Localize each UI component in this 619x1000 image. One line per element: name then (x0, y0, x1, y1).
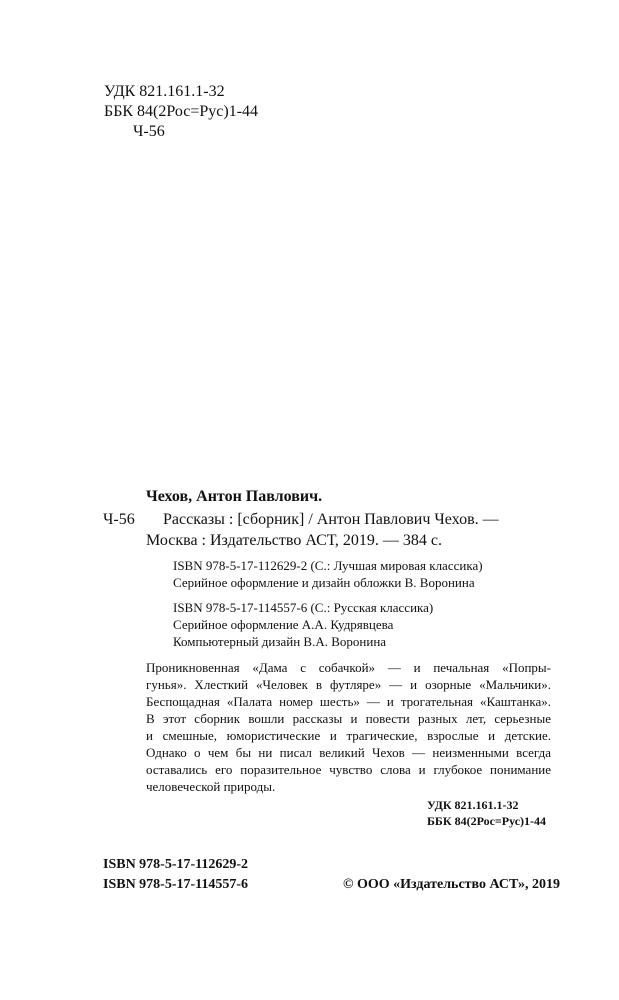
annotation-line: Беспощадная «Палата номер шесть» — и трогательная «Каштанка». (146, 694, 551, 709)
footer-isbn-2: ISBN 978-5-17-114557-6 (103, 877, 249, 892)
isbn-block-1-line: Серийное оформление и дизайн обложки В. Воронина (173, 575, 475, 590)
author-sign-top: Ч-56 (133, 123, 165, 140)
footer-isbn-1: ISBN 978-5-17-112629-2 (103, 857, 249, 872)
annotation-line: Однако о чем бы ни писал великий Чехов — неизменными всегда (146, 745, 551, 760)
author-heading: Чехов, Антон Павлович. (146, 488, 323, 505)
isbn-block-2-line: Серийное оформление А.А. Кудрявцева (173, 617, 394, 632)
bbk-record: ББК 84(2Рос=Рус)1-44 (427, 814, 547, 828)
annotation-line: и смешные, юмористические и трагические, взрослые и детские. (146, 728, 551, 743)
annotation-line: оставались его поразительное чувство слова и глубокое понимание (146, 762, 551, 777)
udk-record: УДК 821.161.1-32 (427, 798, 519, 812)
bbk-top: ББК 84(2Рос=Рус)1-44 (104, 103, 259, 120)
isbn-block-2-line: Компьютерный дизайн В.А. Воронина (173, 634, 387, 649)
udk-top: УДК 821.161.1-32 (104, 83, 225, 100)
annotation-line: человеческой природы. (146, 779, 276, 794)
imprint-line: Москва : Издательство АСТ, 2019. — 384 с. (146, 532, 443, 549)
annotation-line: гунья». Хлесткий «Человек в футляре» — и озорные «Мальчики». (146, 677, 551, 692)
annotation-line: В этот сборник вошли рассказы и повести разных лет, серьезные (146, 711, 551, 726)
title-line: Рассказы : [сборник] / Антон Павлович Чехов. — (163, 511, 499, 528)
isbn-block-2-line: ISBN 978-5-17-114557-6 (С.: Русская классика) (173, 600, 434, 615)
copyright: © ООО «Издательство АСТ», 2019 (343, 877, 561, 892)
author-sign: Ч-56 (103, 511, 135, 528)
annotation-line: Проникновенная «Дама с собачкой» — и печальная «Попры- (146, 660, 551, 675)
isbn-block-1-line: ISBN 978-5-17-112629-2 (С.: Лучшая мировая классика) (173, 558, 483, 573)
